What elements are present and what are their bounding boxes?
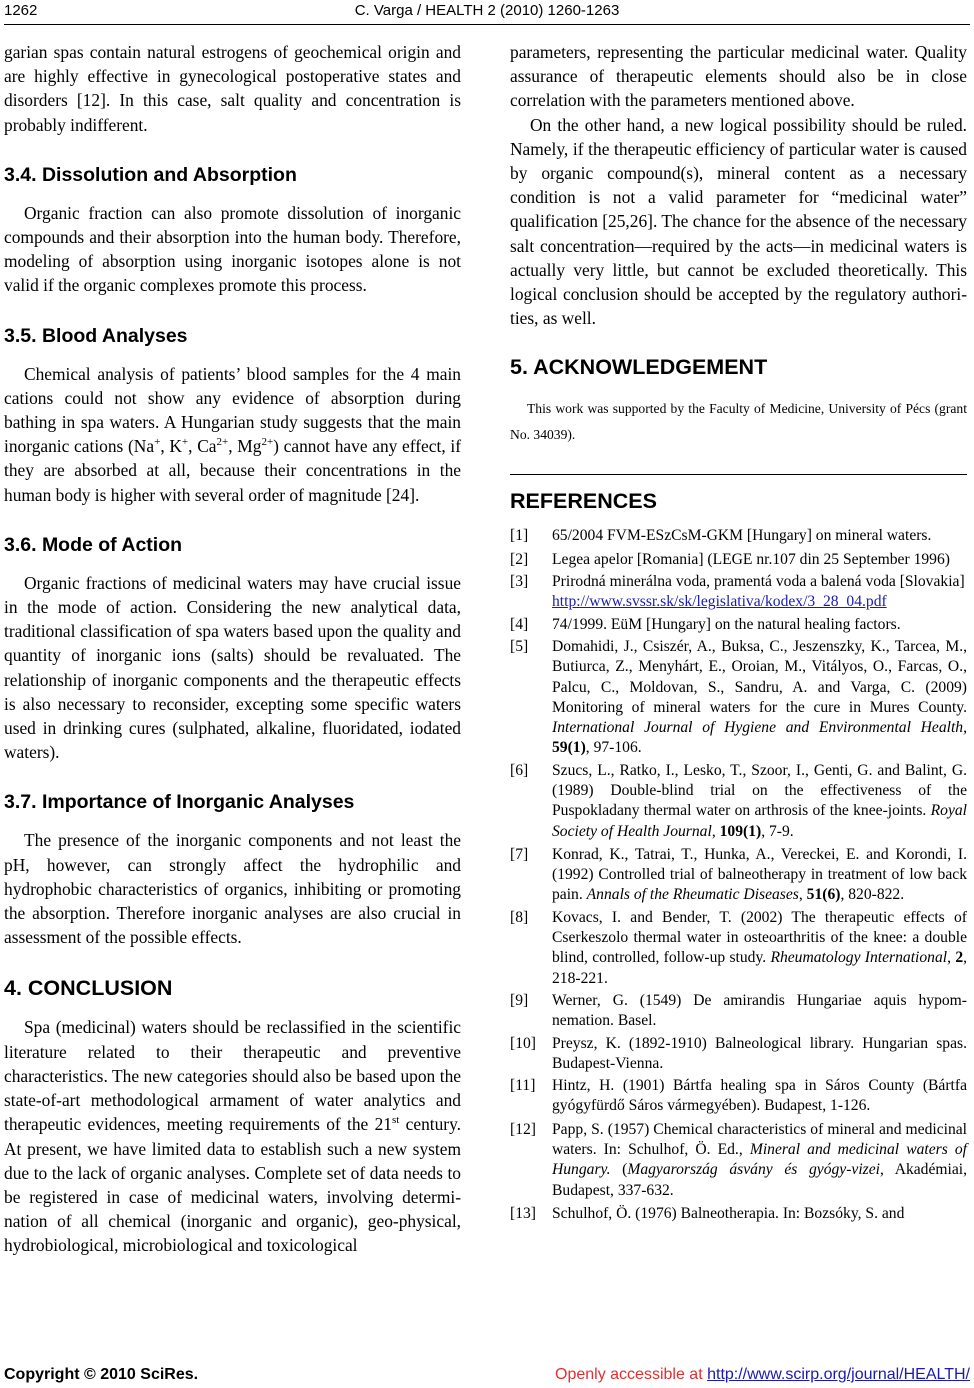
reference-journal: International Journal of Hygiene and Environmental Health: [552, 719, 964, 737]
reference-text: [552, 761, 967, 842]
reference-journal: Royal Society of Health Journal: [552, 802, 967, 840]
reference-separator: (: [610, 1161, 628, 1179]
reference-body: Hintz, H. (1901) Bártfa healing spa in Sáros County (Bártfa gyógyfürdő Sáros vármegyében). Budapest, 1-126.: [552, 1077, 967, 1115]
reference-body: Szucs, L., Ratko, I., Lesko, T., Szoor, I., Genti, G. and Balint, G. (1989) Double-blind trial on the effectiveness of the Puspokladany thermal water on arthrosis of the knee-joints.: [552, 761, 967, 820]
section-3-7-paragraph: The presence of the inorganic components and not least the pH, however, can strongly affect the hydrophilic and hydrophobic characteristics of organics, inhibiting or promoting the absorption. Therefore inorganic analyses are also crucial in assessment of the possible effects.: [4, 830, 461, 948]
section-3-6-heading: 3.6. Mode of Action: [4, 533, 183, 556]
logic-paragraph: On the other hand, a new logical possibility should be ruled. Namely, if the therapeutic efficiency of particular water is caused by organic compound(s), mineral content as a necessary condition is not a valid parameter for “medicinal water” qualification [25,26]. The chance for the absence of the necessary salt concentration—required by the acts—in medicinal waters is actually very little, but cannot be excluded theoretically. This logical conclusion should be accepted by the regulatory authorities, as well.: [510, 114, 967, 329]
page-header: [0, 0, 974, 26]
reference-text: [552, 572, 967, 613]
reference-separator: ,: [711, 822, 720, 840]
reference-body: Legea apelor [Romania] (LEGE nr.107 din 25 September 1996): [552, 550, 950, 568]
section-3-4-heading: 3.4. Dissolution and Absorption: [4, 163, 297, 186]
reference-number: [6]: [510, 761, 529, 779]
intro-paragraph: garian spas contain natural estrogens of geochemical origin and are highly effective in gynecological postoperative states and disorders [12]. In this case, salt quality and concentration is probably indifferent.: [4, 42, 461, 135]
section-3-5-paragraph: Chemical analysis of patients’ blood samples for the 4 main cations could not show any evidence of absorption during bathing in spa waters. A Hungarian study suggests that the main inorganic cations (Na+, K+, $Ca^{2+}$, $Mg^{2+}$) cannot have any effect, if they are absorbed at all, because their concentrations in the human body is higher with several order of magnitude [24].: [4, 363, 461, 505]
reference-pages: , 7-9.: [761, 822, 794, 840]
reference-item: [510, 1076, 967, 1117]
reference-number: [2]: [510, 550, 529, 568]
reference-text: [552, 845, 967, 906]
conclusion-paragraph: Spa (medicinal) waters should be reclassified in the scientific literature related to their therapeutic and preventive characteristics. The new categories should also be based upon the state-of-art methodological armament of water analytics and therapeutic evidences, meeting requirements of the 21st century. At present, we have limited data to establish such a new system due to the lack of organic analyses. Complete set of data needs to be registered in case of medicinal waters, involving determination of all chemical (inorganic and organic), geo-physical, hydrobiological, microbiological and toxicological: [4, 1017, 461, 1256]
reference-separator: ,: [963, 719, 967, 737]
reference-body: Schulhof, Ö. (1976) Balneotherapia. In: Bozsóky, S. and: [552, 1204, 905, 1222]
reference-number: [9]: [510, 991, 529, 1009]
reference-number: [8]: [510, 908, 529, 926]
reference-number: [13]: [510, 1204, 536, 1222]
reference-item: [510, 1204, 967, 1224]
section-3-6-paragraph: Organic fractions of medicinal waters may have crucial issue in the mode of action. Considering the new analytical data, traditional classification of spa waters based upon the quality and quantity of inorganic ions (salts) should be revaluated. The relationship of inorganic components and the therapeutic effects is also necessary to reconsider, excepting some specific waters used in drinking cures (sulphated, alkaline, fluoridated, iodated waters).: [4, 572, 461, 763]
reference-text: [552, 526, 967, 546]
reference-volume: 51(6): [806, 886, 841, 904]
section-4-heading: 4. CONCLUSION: [4, 976, 173, 1001]
reference-body: 74/1999. EüM [Hungary] on the natural healing factors.: [552, 615, 901, 633]
reference-item: [510, 761, 967, 842]
reference-body: Preysz, K. (1892-1910) Balneological library. Hungarian spas. Budapest-Vienna.: [552, 1034, 967, 1072]
reference-journal-alt: Magyarország ásvány és gyógy-vizei: [627, 1161, 880, 1179]
reference-number: [3]: [510, 573, 529, 591]
open-access-notice: Openly accessible at http://www.scirp.org/journal/HEALTH/: [555, 1366, 970, 1383]
reference-item: [510, 908, 967, 989]
reference-journal: Rheumatology International: [770, 949, 948, 967]
reference-list: [510, 526, 967, 1224]
reference-item: [510, 572, 967, 613]
reference-text: [552, 1120, 967, 1201]
reference-body: Kovacs, I. and Bender, T. (2002) The therapeutic effects of Cserkeszolo thermal water in osteoarthritis of the knee: a double blind, controlled, follow-up study.: [552, 908, 967, 967]
reference-journal: Annals of the Rheumatic Diseases: [586, 886, 799, 904]
reference-item: [510, 550, 967, 570]
reference-number: [12]: [510, 1120, 536, 1138]
section-3-7-heading: 3.7. Importance of Inorganic Analyses: [4, 791, 355, 814]
journal-link[interactable]: http://www.scirp.org/journal/HEALTH/: [707, 1366, 970, 1383]
reference-number: [5]: [510, 637, 529, 655]
reference-text: [552, 1076, 967, 1117]
left-column: [4, 40, 461, 1258]
reference-item: [510, 526, 967, 546]
page-footer: [0, 1356, 974, 1388]
reference-pages: , 97-106.: [585, 739, 642, 757]
reference-item: [510, 1034, 967, 1075]
reference-item: [510, 991, 967, 1032]
reference-separator: ,: [798, 886, 807, 904]
reference-text: [552, 1204, 967, 1224]
reference-body: Papp, S. (1957) Chemical characteristics of mineral and medicinal waters. In: Schulhof, Ö. Ed.,: [552, 1120, 967, 1159]
reference-body: 65/2004 FVM-ESzCsM-GKM [Hungary] on mineral waters.: [552, 527, 932, 545]
reference-volume: 59(1): [552, 739, 586, 757]
page-number: 1262: [4, 2, 38, 19]
reference-number: [1]: [510, 527, 529, 545]
reference-separator: ,: [947, 949, 956, 967]
reference-item: [510, 1120, 967, 1201]
reference-text: [552, 637, 967, 759]
reference-text: [552, 550, 967, 570]
section-3-4-paragraph: Organic fraction can also promote dissolution of inorganic compounds and their absorption into the human body. Therefore, modeling of absorption using inorganic isotopes alone is not valid if the organic complexes promote this process.: [4, 202, 461, 296]
reference-volume: 109(1): [719, 822, 762, 840]
reference-text: [552, 991, 967, 1032]
reference-body: Konrad, K., Tatrai, T., Hunka, A., Vereckei, E. and Korondi, I. (1992) Controlled trial of balneotherapy in treatment of low back pain.: [552, 845, 967, 904]
reference-item: [510, 845, 967, 906]
reference-body: Prirodná minerálna voda, pramentá voda a balená voda [Slovakia]: [552, 573, 965, 591]
reference-text: [552, 1034, 967, 1075]
header-rule: [4, 24, 970, 25]
reference-body: Domahidi, J., Csiszér, A., Buksa, C., Jeszenszky, K., Tarcea, M., Butiurca, Z., Menyhárt, E., Oroian, M., Vitályos, O., Farcas, O., Palcu, C., Moldovan, S., Sandru, A. and Varga, C. (2009) Monitoring of mineral waters for the cure in Mures County.: [552, 637, 967, 716]
reference-text: [552, 908, 967, 989]
reference-pages: , 218-221.: [552, 949, 968, 987]
references-heading: REFERENCES: [510, 489, 657, 514]
acknowledgement-heading: 5. ACKNOWLEDGEMENT: [510, 355, 768, 380]
reference-number: [10]: [510, 1034, 536, 1052]
continued-paragraph: parameters, representing the particular medicinal water. Quality assurance of therapeutic elements should also be in close correlation with the parameters mentioned above.: [510, 42, 967, 111]
reference-text: [552, 615, 967, 635]
reference-link[interactable]: http://www.svssr.sk/sk/legislativa/kodex/3_28_04.pdf: [552, 593, 887, 611]
right-column: [510, 40, 967, 1224]
reference-pages: , Akadémiai, Budapest, 337-632.: [552, 1161, 968, 1199]
reference-volume: 2: [955, 949, 964, 967]
reference-item: [510, 615, 967, 635]
reference-journal: Mineral and medicinal waters of Hungary.: [552, 1141, 967, 1179]
running-citation: C. Varga / HEALTH 2 (2010) 1260-1263: [354, 2, 620, 19]
copyright-notice: Copyright © 2010 SciRes.: [4, 1366, 199, 1383]
acknowledgement-text: This work was supported by the Faculty of Medicine, University of Pécs (grant No. 34039).: [510, 401, 967, 443]
reference-item: [510, 637, 967, 759]
section-3-5-heading: 3.5. Blood Analyses: [4, 324, 188, 347]
reference-number: [4]: [510, 615, 529, 633]
references-rule: [510, 474, 967, 475]
reference-number: [7]: [510, 845, 529, 863]
reference-body: Werner, G. (1549) De amirandis Hungariae aquis hypomnemation. Basel.: [552, 991, 967, 1030]
reference-number: [11]: [510, 1077, 536, 1095]
reference-pages: , 820-822.: [840, 886, 905, 904]
